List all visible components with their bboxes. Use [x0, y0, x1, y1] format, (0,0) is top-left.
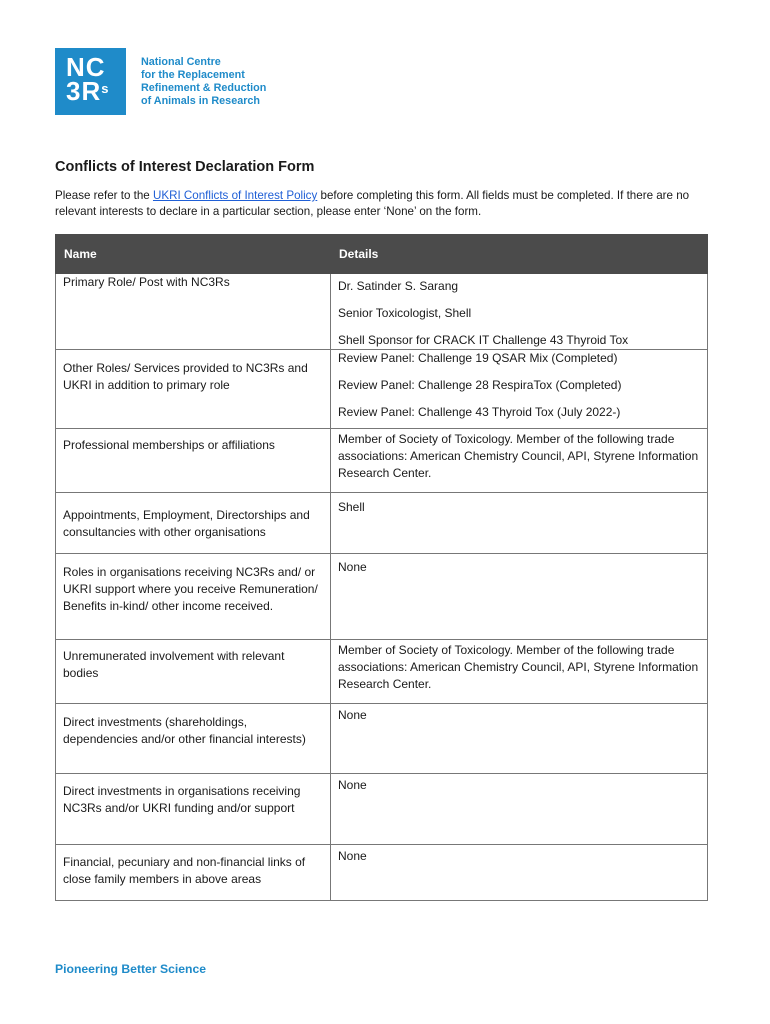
- row-details: [331, 350, 708, 429]
- row-label: Professional memberships or affiliations: [56, 429, 331, 493]
- row-label: Unremunerated involvement with relevant bodies: [56, 640, 331, 704]
- logo-org-line: of Animals in Research: [141, 94, 261, 107]
- footer-tagline: Pioneering Better Science: [55, 962, 207, 976]
- nc3rs-logo-mark: [55, 48, 126, 115]
- intro-paragraph: [55, 188, 715, 220]
- detail-text: Review Panel: Challenge 43 Thyroid Tox (July 2022-): [338, 405, 621, 419]
- table-row: [56, 274, 708, 350]
- row-label: Roles in organisations receiving NC3Rs and/ or UKRI support where you receive Remuneration/ Benefits in-kind/ other income received.: [56, 554, 331, 640]
- table-row: [56, 704, 708, 774]
- logo-org-name: [141, 56, 266, 108]
- detail-text: Shell: [338, 500, 365, 514]
- ukri-policy-link[interactable]: UKRI Conflicts of Interest Policy: [152, 189, 318, 202]
- table-row: [56, 350, 708, 429]
- table-row: [56, 554, 708, 640]
- table-row: [56, 429, 708, 493]
- detail-text: None: [338, 849, 367, 863]
- logo-org-line: for the Replacement: [141, 68, 245, 81]
- intro-suffix: before completing this form. All fields must be completed. If there are no relevant interests to declare in a particular section, please enter ‘None’ on the form.: [55, 189, 690, 218]
- row-label: Financial, pecuniary and non-financial links of close family members in above areas: [56, 845, 331, 901]
- intro-prefix: Please refer to the: [55, 189, 153, 202]
- detail-text: Review Panel: Challenge 28 RespiraTox (Completed): [338, 378, 622, 392]
- row-details: [331, 429, 708, 493]
- row-label: Direct investments in organisations receiving NC3Rs and/or UKRI funding and/or support: [56, 774, 331, 845]
- detail-text: Shell Sponsor for CRACK IT Challenge 43 Thyroid Tox: [338, 333, 629, 347]
- row-label: Other Roles/ Services provided to NC3Rs and UKRI in addition to primary role: [56, 350, 331, 429]
- declaration-table: [55, 234, 708, 901]
- detail-text: None: [338, 778, 367, 792]
- detail-text: Review Panel: Challenge 19 QSAR Mix (Completed): [338, 351, 618, 365]
- row-details: [331, 554, 708, 640]
- row-label: Direct investments (shareholdings, dependencies and/or other financial interests): [56, 704, 331, 774]
- table-row: [56, 845, 708, 901]
- row-label: Appointments, Employment, Directorships and consultancies with other organisations: [56, 493, 331, 554]
- table-row: [56, 774, 708, 845]
- logo-mark-line1: NC: [66, 52, 106, 82]
- detail-text: Member of Society of Toxicology. Member of the following trade associations: American Chemistry Council, API, Styrene Information Research Center.: [338, 643, 699, 691]
- row-label: Primary Role/ Post with NC3Rs: [56, 274, 331, 350]
- detail-text: Member of Society of Toxicology. Member of the following trade associations: American Chemistry Council, API, Styrene Information Research Center.: [338, 432, 699, 480]
- row-details: [331, 845, 708, 901]
- detail-text: Dr. Satinder S. Sarang: [338, 279, 459, 293]
- logo-mark-sup: s: [101, 81, 110, 96]
- logo-mark-line2: 3R: [66, 76, 102, 106]
- row-details: [331, 274, 708, 350]
- detail-text: None: [338, 560, 367, 574]
- nc3rs-logo: [55, 48, 266, 115]
- row-details: [331, 640, 708, 704]
- logo-org-line: National Centre: [141, 55, 221, 68]
- detail-text: None: [338, 708, 367, 722]
- table-row: [56, 640, 708, 704]
- row-details: [331, 493, 708, 554]
- table-row: [56, 493, 708, 554]
- header-name: Name: [56, 235, 331, 274]
- row-details: [331, 774, 708, 845]
- table-header-row: [56, 235, 708, 274]
- header-details: Details: [331, 235, 708, 274]
- row-details: [331, 704, 708, 774]
- logo-org-line: Refinement & Reduction: [141, 81, 267, 94]
- form-title: Conflicts of Interest Declaration Form: [55, 159, 315, 175]
- detail-text: Senior Toxicologist, Shell: [338, 306, 472, 320]
